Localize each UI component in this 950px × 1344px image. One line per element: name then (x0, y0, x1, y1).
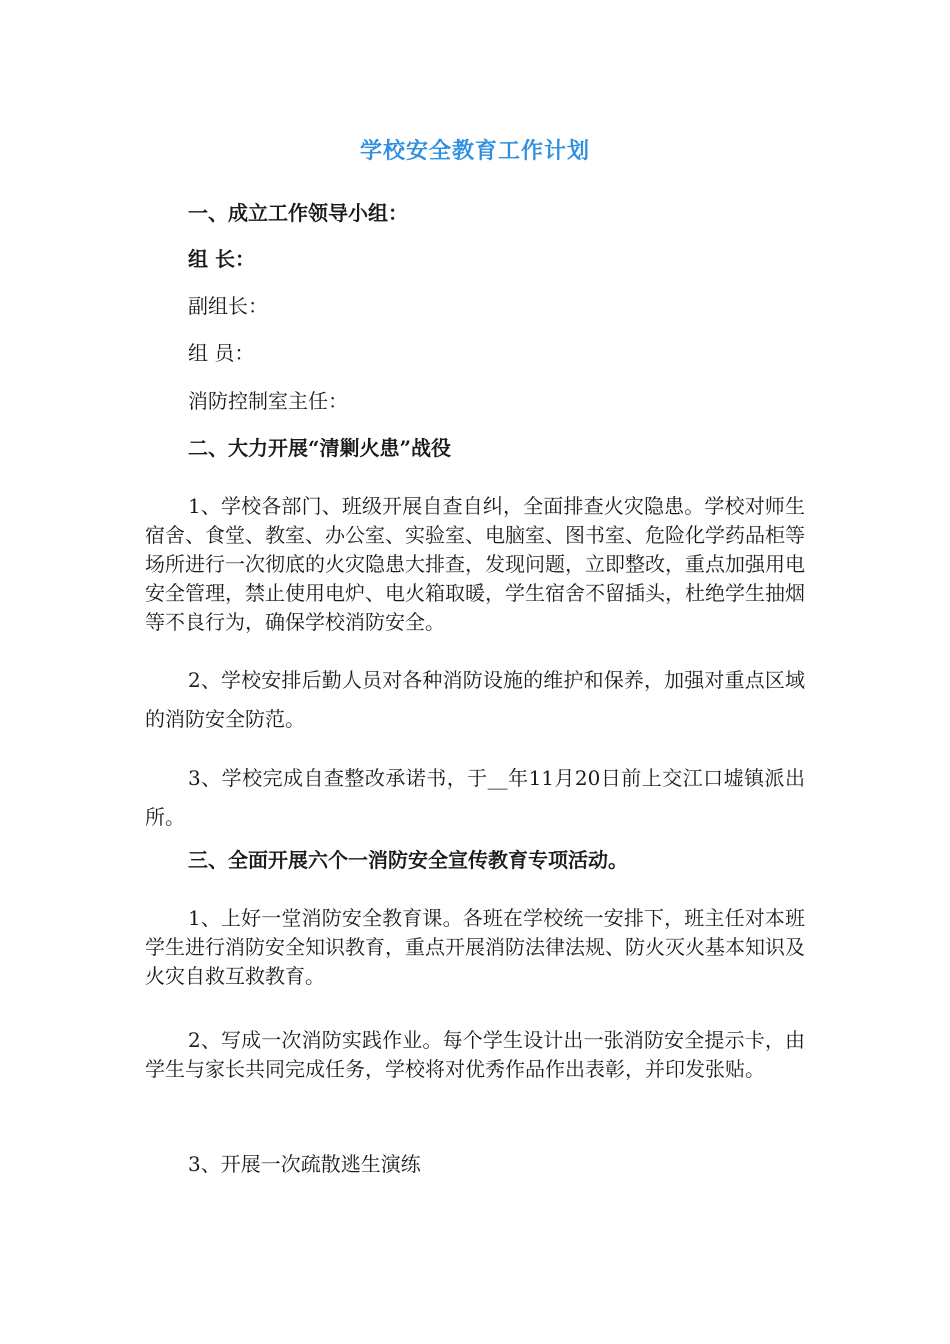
section-3-heading: 三、全面开展六个一消防安全宣传教育专项活动。 (188, 848, 628, 872)
section-1-heading: 一、成立工作领导小组： (188, 201, 408, 225)
section-3-item-3: 3、开展一次疏散逃生演练 (188, 1152, 421, 1176)
section-3-item-1: 1、上好一堂消防安全教育课。各班在学校统一安排下，班主任对本班学生进行消防安全知识教育，重点开展消防法律法规、防火灭火基本知识及火灾自救互救教育。 (145, 906, 805, 988)
section-2-item-3: 3、学校完成自查整改承诺书，于__年11月20日前上交江口墟镇派出所。 (145, 766, 805, 829)
members-label: 组 员： (188, 341, 255, 365)
document-title: 学校安全教育工作计划 (359, 138, 590, 164)
section-2-item-1: 1、学校各部门、班级开展自查自纠，全面排查火灾隐患。学校对师生宿舍、食堂、教室、办公室、实验室、电脑室、图书室、危险化学药品柜等场所进行一次彻底的火灾隐患大排查，发现问题，立即整改，重点加强用电安全管理，禁止使用电炉、电火箱取暖，学生宿舍不留插头，杜绝学生抽烟等不良行为，确保学校消防安全。 (145, 494, 805, 634)
leader-label: 组 长： (188, 247, 255, 271)
section-2-item-2: 2、学校安排后勤人员对各种消防设施的维护和保养，加强对重点区域的消防安全防范。 (145, 668, 805, 731)
section-2-heading: 二、大力开展“清剿火患”战役 (188, 436, 452, 460)
section-3-item-2: 2、写成一次消防实践作业。每个学生设计出一张消防安全提示卡，由学生与家长共同完成任务，学校将对优秀作品作出表彰，并印发张贴。 (145, 1028, 805, 1081)
deputy-leader-label: 副组长： (188, 294, 268, 318)
fire-control-room-director-label: 消防控制室主任： (188, 389, 348, 413)
